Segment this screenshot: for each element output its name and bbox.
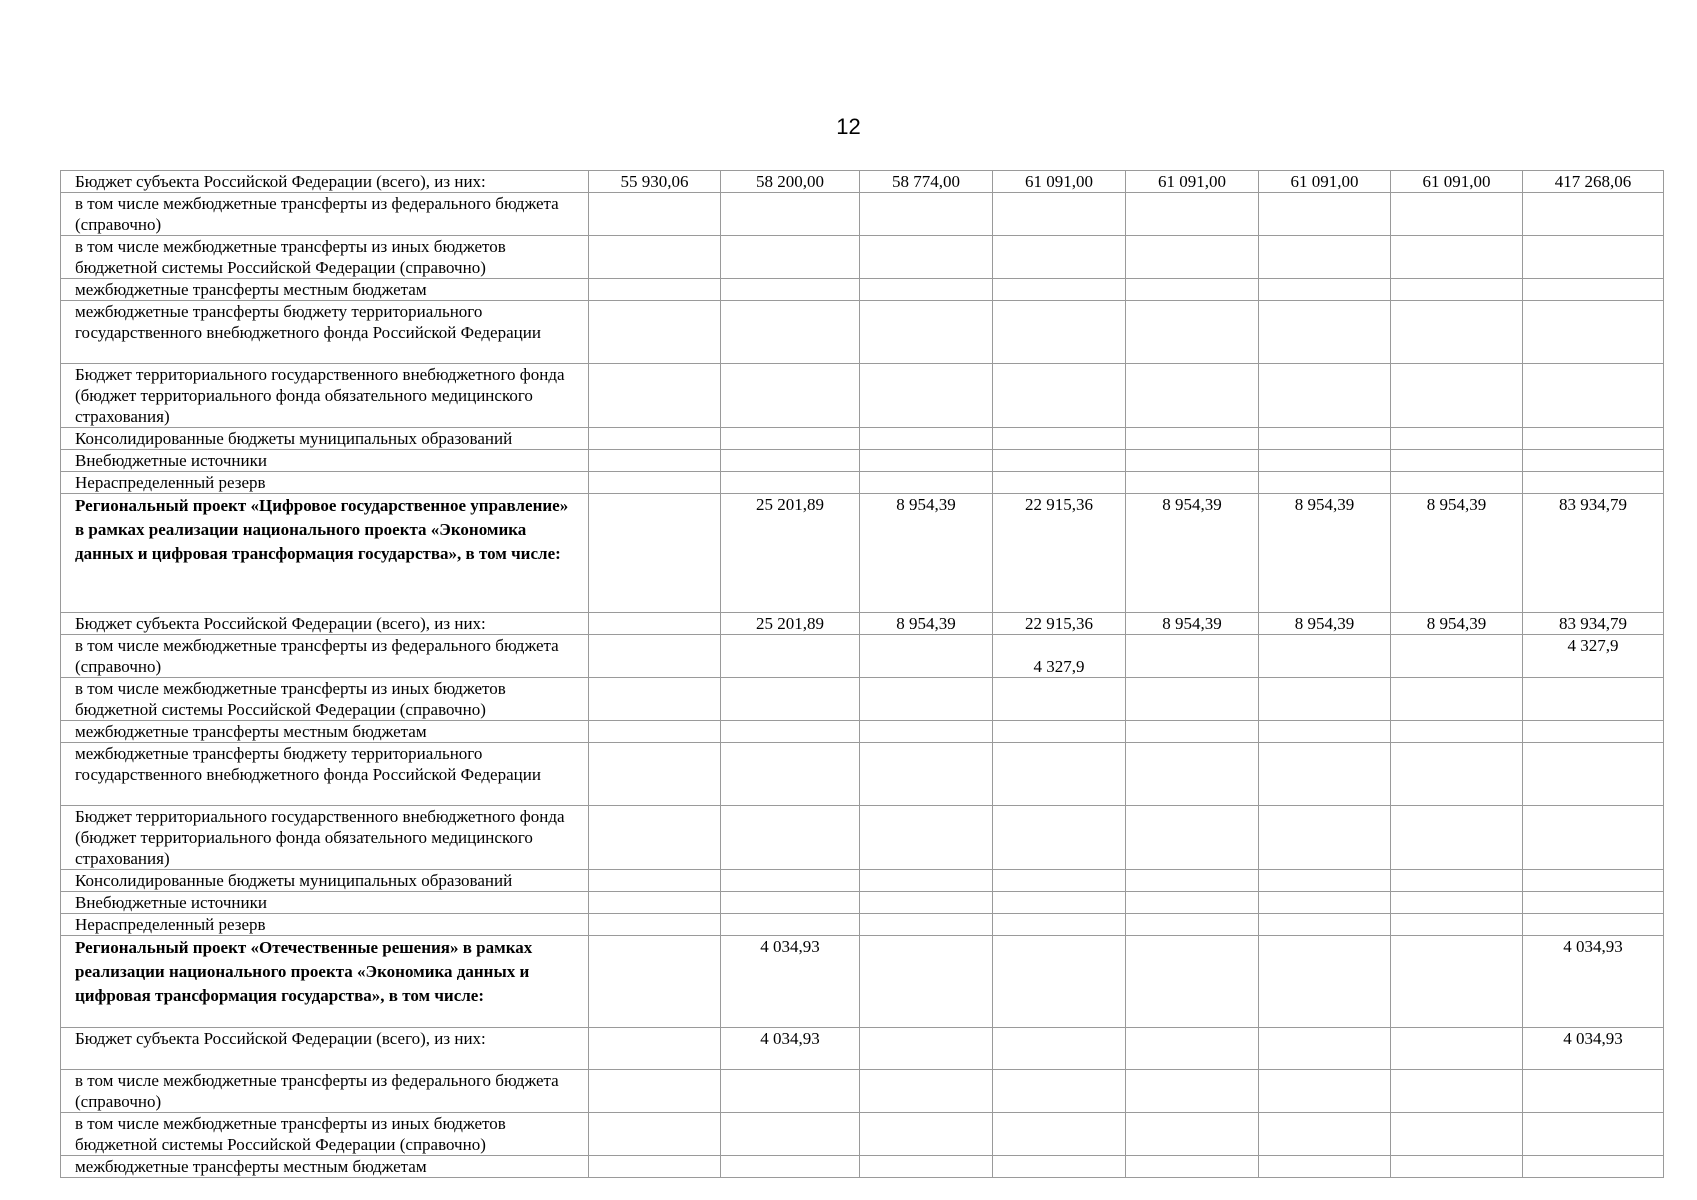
row-label: Бюджет субъекта Российской Федерации (всего), из них: [61, 1028, 589, 1070]
value-cell [993, 870, 1126, 892]
value-cell [1126, 193, 1259, 236]
value-cell [1391, 472, 1523, 494]
value-cell [721, 1156, 860, 1178]
row-label: межбюджетные трансферты бюджету территориального государственного внебюджетного фонда Российской Федерации [61, 743, 589, 806]
value-cell [1259, 301, 1391, 364]
value-cell [993, 678, 1126, 721]
value-cell [860, 806, 993, 870]
table-row [61, 914, 1664, 936]
value-cell [721, 236, 860, 279]
row-label: межбюджетные трансферты местным бюджетам [61, 279, 589, 301]
value-cell: 8 954,39 [1391, 613, 1523, 635]
row-label: Нераспределенный резерв [61, 914, 589, 936]
table-row [61, 1156, 1664, 1178]
value-cell [1126, 635, 1259, 678]
value-cell [1391, 1156, 1523, 1178]
value-cell [993, 1070, 1126, 1113]
value-cell: 4 034,93 [721, 936, 860, 1028]
value-cell [993, 364, 1126, 428]
value-cell [721, 279, 860, 301]
value-cell [1523, 193, 1664, 236]
value-cell [721, 806, 860, 870]
value-cell [860, 428, 993, 450]
value-cell [993, 279, 1126, 301]
value-cell [1259, 1156, 1391, 1178]
table-row [61, 613, 1664, 635]
value-cell [721, 721, 860, 743]
row-label: Бюджет территориального государственного внебюджетного фонда (бюджет территориального фонда обязательного медицинского страхования) [61, 806, 589, 870]
row-label: Региональный проект «Отечественные решения» в рамках реализации национального проекта «Экономика данных и цифровая трансформация государства», в том числе: [61, 936, 589, 1028]
value-cell [1259, 806, 1391, 870]
value-cell [1391, 428, 1523, 450]
value-cell [721, 870, 860, 892]
value-cell [589, 678, 721, 721]
value-cell [1259, 721, 1391, 743]
value-cell [860, 279, 993, 301]
value-cell [1259, 236, 1391, 279]
value-cell [993, 1156, 1126, 1178]
value-cell [860, 450, 993, 472]
value-cell [1259, 635, 1391, 678]
value-cell [1126, 678, 1259, 721]
value-cell [993, 472, 1126, 494]
value-cell [1391, 678, 1523, 721]
value-cell [589, 892, 721, 914]
value-cell [721, 1113, 860, 1156]
value-cell: 4 327,9 [993, 635, 1126, 678]
value-cell [1259, 450, 1391, 472]
value-cell [993, 450, 1126, 472]
row-label: межбюджетные трансферты местным бюджетам [61, 721, 589, 743]
value-cell [589, 613, 721, 635]
value-cell [721, 914, 860, 936]
value-cell [1259, 472, 1391, 494]
value-cell [860, 892, 993, 914]
value-cell: 4 034,93 [1523, 936, 1664, 1028]
value-cell [1391, 892, 1523, 914]
table-row [61, 364, 1664, 428]
table-row [61, 870, 1664, 892]
value-cell: 61 091,00 [1259, 171, 1391, 193]
value-cell [1391, 870, 1523, 892]
value-cell [993, 1028, 1126, 1070]
row-label: межбюджетные трансферты местным бюджетам [61, 1156, 589, 1178]
row-label: Внебюджетные источники [61, 892, 589, 914]
value-cell: 8 954,39 [860, 494, 993, 613]
table-row [61, 1028, 1664, 1070]
table-row [61, 171, 1664, 193]
value-cell [1523, 721, 1664, 743]
table-row [61, 678, 1664, 721]
value-cell [1523, 236, 1664, 279]
value-cell [1126, 1070, 1259, 1113]
row-label: в том числе межбюджетные трансферты из федерального бюджета (справочно) [61, 193, 589, 236]
value-cell [993, 428, 1126, 450]
value-cell [721, 743, 860, 806]
value-cell [1126, 870, 1259, 892]
value-cell [589, 494, 721, 613]
value-cell [1523, 364, 1664, 428]
value-cell [860, 1113, 993, 1156]
value-cell [721, 450, 860, 472]
value-cell [860, 472, 993, 494]
value-cell [1523, 1156, 1664, 1178]
value-cell: 61 091,00 [993, 171, 1126, 193]
value-cell: 25 201,89 [721, 613, 860, 635]
value-cell [860, 236, 993, 279]
value-cell [589, 743, 721, 806]
value-cell [721, 892, 860, 914]
value-cell: 4 034,93 [1523, 1028, 1664, 1070]
table-row [61, 892, 1664, 914]
row-label: Внебюджетные источники [61, 450, 589, 472]
table-row [61, 472, 1664, 494]
value-cell [993, 721, 1126, 743]
value-cell [1126, 428, 1259, 450]
value-cell [589, 1070, 721, 1113]
value-cell [993, 193, 1126, 236]
value-cell [860, 914, 993, 936]
value-cell: 61 091,00 [1126, 171, 1259, 193]
value-cell [589, 721, 721, 743]
value-cell [1126, 472, 1259, 494]
value-cell: 22 915,36 [993, 613, 1126, 635]
value-cell [1126, 301, 1259, 364]
value-cell [1523, 1070, 1664, 1113]
project-row [61, 494, 1664, 613]
value-cell [1126, 892, 1259, 914]
table-row [61, 1113, 1664, 1156]
budget-table-body [61, 171, 1664, 1178]
table-row [61, 635, 1664, 678]
value-cell [721, 428, 860, 450]
value-cell [589, 1028, 721, 1070]
row-label: Консолидированные бюджеты муниципальных образований [61, 428, 589, 450]
value-cell [1523, 472, 1664, 494]
value-cell [1126, 1028, 1259, 1070]
value-cell [1259, 279, 1391, 301]
row-label: межбюджетные трансферты бюджету территориального государственного внебюджетного фонда Российской Федерации [61, 301, 589, 364]
row-label: Консолидированные бюджеты муниципальных образований [61, 870, 589, 892]
row-label: Бюджет территориального государственного внебюджетного фонда (бюджет территориального фонда обязательного медицинского страхования) [61, 364, 589, 428]
value-cell [1126, 914, 1259, 936]
value-cell [1523, 428, 1664, 450]
table-row [61, 450, 1664, 472]
value-cell [589, 870, 721, 892]
value-cell [1391, 279, 1523, 301]
value-cell [721, 301, 860, 364]
table-row [61, 301, 1664, 364]
row-label: в том числе межбюджетные трансферты из иных бюджетов бюджетной системы Российской Федерации (справочно) [61, 1113, 589, 1156]
row-label: Бюджет субъекта Российской Федерации (всего), из них: [61, 613, 589, 635]
value-cell [1391, 1028, 1523, 1070]
value-cell [1126, 806, 1259, 870]
value-cell [1523, 301, 1664, 364]
value-cell [860, 1156, 993, 1178]
value-cell [993, 301, 1126, 364]
value-cell [860, 301, 993, 364]
value-cell [1259, 678, 1391, 721]
row-label: Региональный проект «Цифровое государственное управление» в рамках реализации национального проекта «Экономика данных и цифровая трансформация государства», в том числе: [61, 494, 589, 613]
value-cell [721, 678, 860, 721]
value-cell [1259, 936, 1391, 1028]
value-cell [1259, 892, 1391, 914]
value-cell [721, 635, 860, 678]
value-cell [589, 635, 721, 678]
value-cell [1259, 1113, 1391, 1156]
value-cell [1523, 279, 1664, 301]
value-cell [589, 301, 721, 364]
value-cell [860, 635, 993, 678]
value-cell: 55 930,06 [589, 171, 721, 193]
value-cell [589, 450, 721, 472]
value-cell [1126, 236, 1259, 279]
value-cell [589, 936, 721, 1028]
value-cell [589, 364, 721, 428]
value-cell [860, 1028, 993, 1070]
value-cell [1523, 450, 1664, 472]
value-cell: 8 954,39 [1259, 613, 1391, 635]
value-cell [1259, 870, 1391, 892]
value-cell [860, 1070, 993, 1113]
value-cell [1391, 1113, 1523, 1156]
value-cell [721, 364, 860, 428]
value-cell [1523, 870, 1664, 892]
value-cell [1391, 936, 1523, 1028]
value-cell: 83 934,79 [1523, 613, 1664, 635]
value-cell: 417 268,06 [1523, 171, 1664, 193]
value-cell [993, 806, 1126, 870]
table-row [61, 236, 1664, 279]
row-label: в том числе межбюджетные трансферты из иных бюджетов бюджетной системы Российской Федерации (справочно) [61, 236, 589, 279]
value-cell [1126, 936, 1259, 1028]
value-cell [721, 193, 860, 236]
value-cell [721, 472, 860, 494]
value-cell [1523, 914, 1664, 936]
value-cell [860, 678, 993, 721]
value-cell [1126, 364, 1259, 428]
value-cell [993, 914, 1126, 936]
value-cell [1391, 721, 1523, 743]
value-cell [1259, 1070, 1391, 1113]
row-label: в том числе межбюджетные трансферты из иных бюджетов бюджетной системы Российской Федерации (справочно) [61, 678, 589, 721]
value-cell [1126, 721, 1259, 743]
table-row [61, 193, 1664, 236]
value-cell: 8 954,39 [1126, 494, 1259, 613]
table-row [61, 428, 1664, 450]
row-label: Нераспределенный резерв [61, 472, 589, 494]
value-cell [589, 236, 721, 279]
value-cell: 8 954,39 [1259, 494, 1391, 613]
value-cell [589, 806, 721, 870]
value-cell [1523, 892, 1664, 914]
value-cell: 58 774,00 [860, 171, 993, 193]
value-cell: 25 201,89 [721, 494, 860, 613]
value-cell [1126, 743, 1259, 806]
value-cell [1391, 364, 1523, 428]
value-cell [1259, 914, 1391, 936]
value-cell: 61 091,00 [1391, 171, 1523, 193]
row-label: в том числе межбюджетные трансферты из федерального бюджета (справочно) [61, 635, 589, 678]
table-row [61, 1070, 1664, 1113]
row-label: Бюджет субъекта Российской Федерации (всего), из них: [61, 171, 589, 193]
value-cell: 8 954,39 [860, 613, 993, 635]
value-cell [589, 279, 721, 301]
value-cell: 83 934,79 [1523, 494, 1664, 613]
value-cell [1126, 450, 1259, 472]
value-cell [1259, 428, 1391, 450]
budget-table [60, 170, 1664, 1178]
value-cell: 8 954,39 [1126, 613, 1259, 635]
value-cell [993, 936, 1126, 1028]
table-row [61, 806, 1664, 870]
value-cell: 8 954,39 [1391, 494, 1523, 613]
value-cell: 58 200,00 [721, 171, 860, 193]
value-cell [721, 1070, 860, 1113]
value-cell [1391, 301, 1523, 364]
value-cell: 4 327,9 [1523, 635, 1664, 678]
value-cell [1391, 635, 1523, 678]
value-cell [993, 892, 1126, 914]
value-cell [993, 743, 1126, 806]
value-cell [589, 1113, 721, 1156]
value-cell [1391, 1070, 1523, 1113]
value-cell [860, 193, 993, 236]
value-cell [1126, 1156, 1259, 1178]
value-cell [993, 1113, 1126, 1156]
project-row [61, 936, 1664, 1028]
value-cell [1523, 678, 1664, 721]
value-cell [1126, 1113, 1259, 1156]
value-cell [1391, 236, 1523, 279]
value-cell: 4 034,93 [721, 1028, 860, 1070]
value-cell [1259, 364, 1391, 428]
page-number: 12 [836, 114, 861, 139]
value-cell [1391, 806, 1523, 870]
value-cell [860, 936, 993, 1028]
value-cell [860, 743, 993, 806]
value-cell [860, 721, 993, 743]
value-cell [589, 193, 721, 236]
value-cell [589, 428, 721, 450]
value-cell [1523, 806, 1664, 870]
value-cell [1523, 1113, 1664, 1156]
value-cell [1126, 279, 1259, 301]
table-row [61, 279, 1664, 301]
value-cell: 22 915,36 [993, 494, 1126, 613]
value-cell [860, 364, 993, 428]
value-cell [1391, 914, 1523, 936]
value-cell [1523, 743, 1664, 806]
row-label: в том числе межбюджетные трансферты из федерального бюджета (справочно) [61, 1070, 589, 1113]
value-cell [993, 236, 1126, 279]
value-cell [1259, 1028, 1391, 1070]
value-cell [1391, 743, 1523, 806]
value-cell [1259, 193, 1391, 236]
value-cell [589, 1156, 721, 1178]
value-cell [1391, 450, 1523, 472]
value-cell [589, 914, 721, 936]
value-cell [1259, 743, 1391, 806]
table-row [61, 743, 1664, 806]
value-cell [1391, 193, 1523, 236]
value-cell [589, 472, 721, 494]
value-cell [860, 870, 993, 892]
table-row [61, 721, 1664, 743]
